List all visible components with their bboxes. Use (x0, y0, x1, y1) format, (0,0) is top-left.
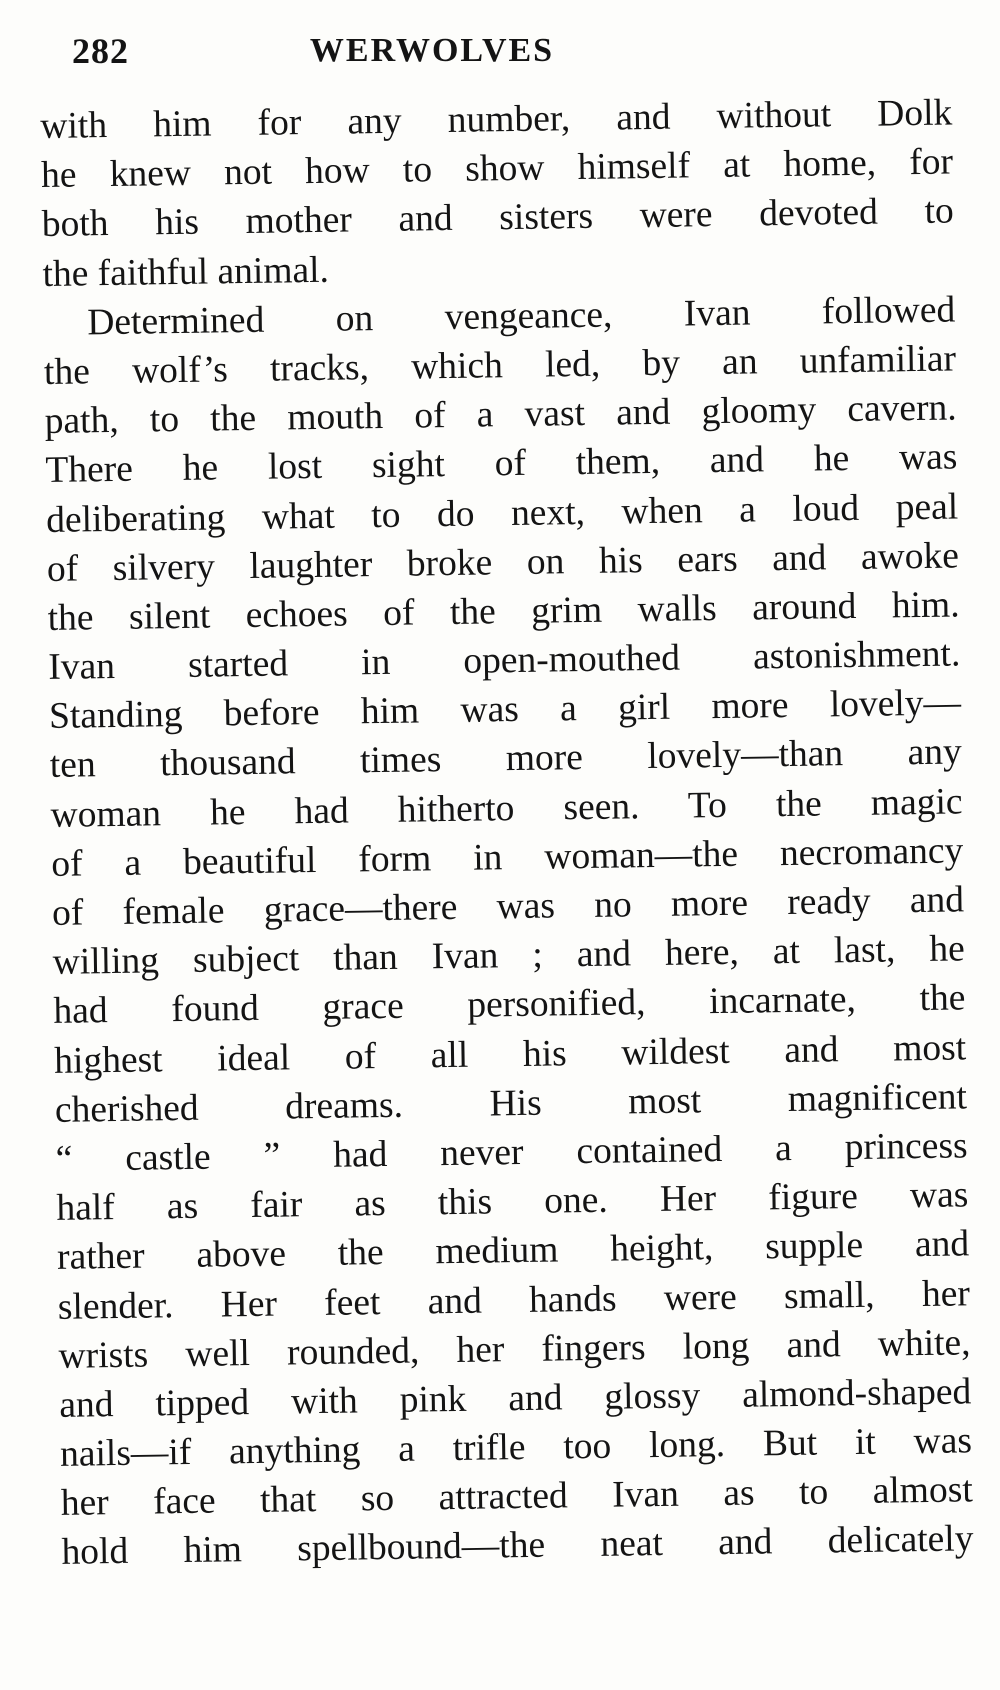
text-line: of silvery laughter broke on his ears and awoke (46, 535, 960, 590)
text-line: path, to the mouth of a vast and gloomy cavern. (44, 387, 957, 443)
text-line: and tipped with pink and glossy almond-shaped (59, 1371, 972, 1426)
text-line: with him for any number, and without Dolk (40, 92, 953, 147)
text-line: Standing before him was a girl more lovely— (48, 682, 962, 738)
text-line: Ivan started in open-mouthed astonishment. (48, 633, 961, 688)
text-line: There he lost sight of them, and he was (45, 436, 958, 492)
text-line: had found grace personified, incarnate, the (53, 977, 966, 1033)
text-line: nails—if anything a trifle too long. But it was (59, 1420, 973, 1475)
text-line: of female grace—there was no more ready and (51, 879, 965, 934)
text-line: Determined on vengeance, Ivan followed (86, 289, 956, 344)
text-line: the wolf’s tracks, which led, by an unfamiliar (43, 338, 957, 393)
text-line: cherished dreams. His most magnificent (54, 1076, 968, 1131)
text-line: “ castle ” had never contained a princess (55, 1125, 968, 1180)
text-line: both his mother and sisters were devoted to (41, 190, 955, 246)
text-line: willing subject than Ivan ; and here, at last, he (52, 928, 965, 984)
text-line: woman he had hitherto seen. To the magic (50, 781, 963, 836)
page-number: 282 (72, 31, 129, 71)
text-line: he knew not how to show himself at home, for (40, 141, 954, 197)
text-line: half as fair as this one. Her figure was (56, 1174, 969, 1230)
running-title: WERWOLVES (309, 32, 555, 69)
text-line: wrists well rounded, her fingers long and white, (58, 1322, 971, 1377)
text-line: rather above the medium height, supple and (56, 1223, 970, 1279)
text-line: her face that so attracted Ivan as to almost (60, 1469, 973, 1525)
body-text (40, 88, 974, 1577)
text-line: deliberating what to do next, when a loud peal (45, 485, 959, 541)
text-line: of a beautiful form in woman—the necromancy (51, 830, 964, 885)
text-line: ten thousand times more lovely—than any (49, 731, 963, 787)
text-line: slender. Her feet and hands were small, her (57, 1272, 971, 1328)
running-head (72, 30, 952, 80)
text-line: the silent echoes of the grim walls around him. (47, 584, 960, 639)
text-line: hold him spellbound—the neat and delicately (61, 1518, 974, 1574)
text-line: highest ideal of all his wildest and most (53, 1026, 967, 1082)
text-line: the faithful animal. (42, 249, 330, 295)
